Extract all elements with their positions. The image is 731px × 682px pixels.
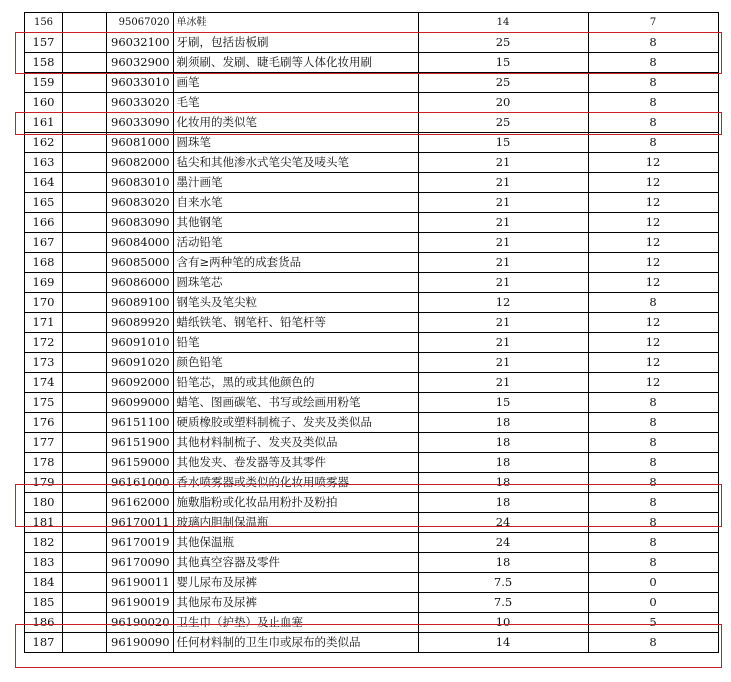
rate-a: 25 [418,113,588,133]
table-row [25,413,719,433]
rate-b: 8 [588,133,718,153]
hs-code: 96089100 [107,293,174,313]
product-name: 自来水笔 [173,193,418,213]
rate-b: 12 [588,153,718,173]
blank-cell [63,533,107,553]
table-row [25,153,719,173]
row-number: 158 [25,53,63,73]
rate-b: 8 [588,473,718,493]
rate-b: 8 [588,53,718,73]
blank-cell [63,613,107,633]
hs-code: 96091020 [107,353,174,373]
table-row [25,93,719,113]
rate-a: 18 [418,453,588,473]
table-row [25,353,719,373]
blank-cell [63,433,107,453]
table-row [25,173,719,193]
hs-code: 96170019 [107,533,174,553]
product-name: 香水喷雾器或类似的化妆用喷雾器 [173,473,418,493]
rate-a: 18 [418,553,588,573]
rate-b: 8 [588,553,718,573]
rate-b: 0 [588,593,718,613]
rate-a: 12 [418,293,588,313]
row-number: 176 [25,413,63,433]
table-row [25,513,719,533]
table-row [25,573,719,593]
rate-b: 12 [588,213,718,233]
row-number: 157 [25,33,63,53]
rate-a: 18 [418,413,588,433]
rate-b: 8 [588,393,718,413]
product-name: 圆珠笔芯 [173,273,418,293]
rate-b: 0 [588,573,718,593]
rate-b: 8 [588,493,718,513]
table-row [25,553,719,573]
rate-b: 8 [588,413,718,433]
hs-code: 96033020 [107,93,174,113]
rate-b: 5 [588,613,718,633]
hs-code: 96151900 [107,433,174,453]
product-name: 其他真空容器及零件 [173,553,418,573]
rate-a: 25 [418,73,588,93]
rate-b: 8 [588,513,718,533]
rate-a: 18 [418,493,588,513]
row-number: 164 [25,173,63,193]
product-name: 牙刷，包括齿板刷 [173,33,418,53]
table-row [25,213,719,233]
row-number: 179 [25,473,63,493]
blank-cell [63,13,107,33]
tariff-table-body [25,13,719,653]
table-row [25,73,719,93]
product-name: 施敷脂粉或化妆品用粉扑及粉拍 [173,493,418,513]
product-name: 墨汁画笔 [173,173,418,193]
product-name: 卫生巾（护垫）及止血塞 [173,613,418,633]
table-row [25,373,719,393]
blank-cell [63,633,107,653]
rate-a: 15 [418,393,588,413]
hs-code: 96032900 [107,53,174,73]
hs-code: 96082000 [107,153,174,173]
product-name: 铅笔芯，黑的或其他颜色的 [173,373,418,393]
blank-cell [63,453,107,473]
hs-code: 96086000 [107,273,174,293]
table-row [25,293,719,313]
rate-a: 18 [418,433,588,453]
blank-cell [63,113,107,133]
row-number: 177 [25,433,63,453]
row-number: 170 [25,293,63,313]
table-row [25,133,719,153]
product-name: 婴儿尿布及尿裤 [173,573,418,593]
rate-b: 8 [588,73,718,93]
row-number: 160 [25,93,63,113]
rate-a: 21 [418,333,588,353]
table-row [25,493,719,513]
hs-code: 96084000 [107,233,174,253]
blank-cell [63,593,107,613]
blank-cell [63,273,107,293]
blank-cell [63,553,107,573]
table-row [25,233,719,253]
hs-code: 96190011 [107,573,174,593]
blank-cell [63,293,107,313]
rate-b: 8 [588,33,718,53]
table-row [25,633,719,653]
rate-a: 21 [418,273,588,293]
hs-code: 96089920 [107,313,174,333]
rate-b: 8 [588,433,718,453]
row-number: 182 [25,533,63,553]
product-name: 蜡笔、图画碳笔、书写或绘画用粉笔 [173,393,418,413]
tariff-table [24,12,719,653]
row-number: 173 [25,353,63,373]
blank-cell [63,253,107,273]
hs-code: 96083020 [107,193,174,213]
table-row [25,593,719,613]
blank-cell [63,213,107,233]
rate-a: 10 [418,613,588,633]
rate-a: 21 [418,373,588,393]
blank-cell [63,393,107,413]
rate-a: 21 [418,233,588,253]
row-number: 178 [25,453,63,473]
hs-code: 96083010 [107,173,174,193]
rate-b: 12 [588,373,718,393]
row-number: 161 [25,113,63,133]
rate-a: 21 [418,313,588,333]
hs-code: 96083090 [107,213,174,233]
product-name: 玻璃内胆制保温瓶 [173,513,418,533]
hs-code: 96190019 [107,593,174,613]
hs-code: 96099000 [107,393,174,413]
blank-cell [63,573,107,593]
rate-a: 15 [418,53,588,73]
blank-cell [63,33,107,53]
row-number: 185 [25,593,63,613]
table-row [25,533,719,553]
rate-a: 21 [418,353,588,373]
table-row [25,13,719,33]
rate-b: 12 [588,333,718,353]
rate-a: 15 [418,133,588,153]
product-name: 钢笔头及笔尖粒 [173,293,418,313]
hs-code: 96092000 [107,373,174,393]
product-name: 活动铅笔 [173,233,418,253]
rate-a: 20 [418,93,588,113]
product-name: 颜色铅笔 [173,353,418,373]
product-name: 其他尿布及尿裤 [173,593,418,613]
rate-b: 12 [588,273,718,293]
blank-cell [63,193,107,213]
table-row [25,433,719,453]
rate-b: 8 [588,113,718,133]
product-name: 其他保温瓶 [173,533,418,553]
rate-a: 7.5 [418,573,588,593]
hs-code: 96159000 [107,453,174,473]
product-name: 圆珠笔 [173,133,418,153]
row-number: 171 [25,313,63,333]
rate-a: 21 [418,173,588,193]
row-number: 166 [25,213,63,233]
blank-cell [63,93,107,113]
hs-code: 96033090 [107,113,174,133]
rate-a: 21 [418,213,588,233]
row-number: 168 [25,253,63,273]
table-row [25,613,719,633]
rate-a: 21 [418,153,588,173]
blank-cell [63,353,107,373]
hs-code: 96190090 [107,633,174,653]
row-number: 165 [25,193,63,213]
hs-code: 96170011 [107,513,174,533]
blank-cell [63,73,107,93]
table-row [25,473,719,493]
rate-a: 7.5 [418,593,588,613]
product-name: 铅笔 [173,333,418,353]
blank-cell [63,173,107,193]
product-name: 任何材料制的卫生巾或尿布的类似品 [173,633,418,653]
rate-b: 12 [588,173,718,193]
rate-b: 12 [588,353,718,373]
rate-b: 8 [588,533,718,553]
rate-a: 24 [418,513,588,533]
blank-cell [63,473,107,493]
rate-a: 14 [418,633,588,653]
product-name: 其他材料制梳子、发夹及类似品 [173,433,418,453]
rate-a: 21 [418,253,588,273]
rate-a: 25 [418,33,588,53]
hs-code: 96162000 [107,493,174,513]
table-row [25,333,719,353]
rate-b: 12 [588,193,718,213]
blank-cell [63,233,107,253]
hs-code: 96190020 [107,613,174,633]
table-row [25,113,719,133]
product-name: 含有≥两种笔的成套货品 [173,253,418,273]
rate-a: 21 [418,193,588,213]
blank-cell [63,133,107,153]
product-name: 其他钢笔 [173,213,418,233]
blank-cell [63,413,107,433]
table-row [25,193,719,213]
blank-cell [63,153,107,173]
row-number: 181 [25,513,63,533]
row-number: 169 [25,273,63,293]
product-name: 毛笔 [173,93,418,113]
row-number: 183 [25,553,63,573]
row-number: 159 [25,73,63,93]
hs-code: 96091010 [107,333,174,353]
hs-code: 96085000 [107,253,174,273]
rate-a: 14 [418,13,588,33]
row-number: 180 [25,493,63,513]
rate-b: 12 [588,313,718,333]
table-row [25,453,719,473]
row-number: 163 [25,153,63,173]
table-row [25,393,719,413]
blank-cell [63,493,107,513]
row-number: 162 [25,133,63,153]
blank-cell [63,333,107,353]
hs-code: 96033010 [107,73,174,93]
blank-cell [63,313,107,333]
blank-cell [63,513,107,533]
rate-b: 8 [588,93,718,113]
row-number: 172 [25,333,63,353]
product-name: 剃须刷、发刷、睫毛刷等人体化妆用刷 [173,53,418,73]
hs-code: 95067020 [107,13,174,33]
table-row [25,253,719,273]
table-row [25,273,719,293]
row-number: 186 [25,613,63,633]
rate-a: 24 [418,533,588,553]
row-number: 156 [25,13,63,33]
row-number: 187 [25,633,63,653]
rate-b: 7 [588,13,718,33]
blank-cell [63,373,107,393]
rate-b: 8 [588,633,718,653]
rate-b: 8 [588,453,718,473]
row-number: 175 [25,393,63,413]
rate-b: 8 [588,293,718,313]
rate-a: 18 [418,473,588,493]
hs-code: 96151100 [107,413,174,433]
table-row [25,313,719,333]
blank-cell [63,53,107,73]
rate-b: 12 [588,233,718,253]
hs-code: 96170090 [107,553,174,573]
table-row [25,53,719,73]
hs-code: 96032100 [107,33,174,53]
row-number: 174 [25,373,63,393]
product-name: 单冰鞋 [173,13,418,33]
rate-b: 12 [588,253,718,273]
hs-code: 96081000 [107,133,174,153]
product-name: 蜡纸铁笔、钢笔杆、铅笔杆等 [173,313,418,333]
product-name: 画笔 [173,73,418,93]
row-number: 167 [25,233,63,253]
hs-code: 96161000 [107,473,174,493]
table-row [25,33,719,53]
product-name: 其他发夹、卷发器等及其零件 [173,453,418,473]
product-name: 化妆用的类似笔 [173,113,418,133]
product-name: 毡尖和其他渗水式笔尖笔及唛头笔 [173,153,418,173]
row-number: 184 [25,573,63,593]
product-name: 硬质橡胶或塑料制梳子、发夹及类似品 [173,413,418,433]
